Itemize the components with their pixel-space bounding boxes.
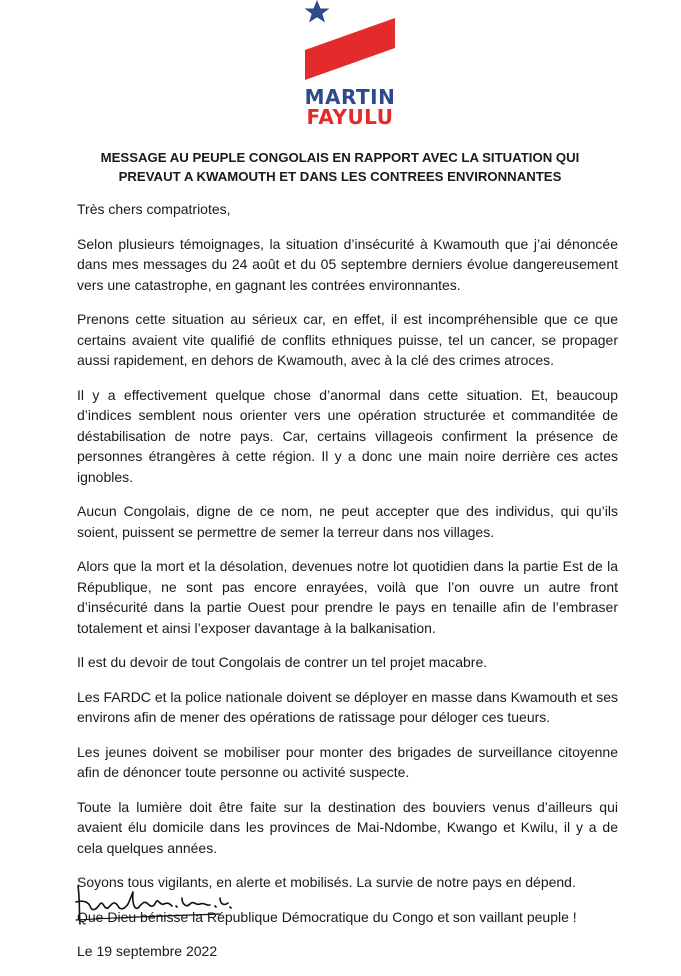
brand-logo	[300, 0, 400, 130]
signature	[70, 880, 240, 930]
paragraph: Que Dieu bénisse la République Démocratique du Congo et son vaillant peuple !	[77, 908, 577, 925]
paragraph: Les FARDC et la police nationale doivent se déployer en masse dans Kwamouth et ses environs afin de mener des opérations de ratissage pour déloger ces tueurs.	[77, 688, 618, 725]
document-title: MESSAGE AU PEUPLE CONGOLAIS EN RAPPORT AVEC LA SITUATION QUI PREVAUT A KWAMOUTH ET DANS LES CONTREES ENVIRONNANTES	[100, 150, 580, 184]
document-date: Le 19 septembre 2022	[77, 943, 218, 959]
paragraph: Il y a effectivement quelque chose d’anormal dans cette situation. Et, beaucoup d’indices semblent nous orienter vers une opération structurée et commanditée de déstabilisation de notre pays. Car, certains villageois confirment la présence de personnes étrangères à cette région. Il y a donc une main noire derrière ces actes ignobles.	[77, 386, 618, 485]
document-body	[77, 199, 618, 976]
logo-name-first: MARTIN	[304, 85, 396, 109]
paragraph: Soyons tous vigilants, en alerte et mobilisés. La survie de notre pays en dépend.	[77, 874, 576, 890]
logo-name-last: FAYULU	[306, 105, 394, 129]
paragraph: Alors que la mort et la désolation, devenues notre lot quotidien dans la partie Est de la République, ne sont pas encore enrayées, voilà que l’on ouvre un autre front d’insécurité dans la partie Ouest pour prendre le pays en tenaille afin de l’embraser totalement et ainsi l’exposer davantage à la balkanisation.	[77, 558, 618, 636]
paragraph: Il est du devoir de tout Congolais de contrer un tel projet macabre.	[77, 654, 488, 670]
paragraph: Aucun Congolais, digne de ce nom, ne peut accepter que des individus, qui qu’ils soient, puissent se permettre de semer la terreur dans nos villages.	[77, 503, 618, 540]
greeting: Très chers compatriotes,	[77, 201, 231, 217]
paragraph: Prenons cette situation au sérieux car, en effet, il est incompréhensible que ce que certains avaient vite qualifié de conflits ethniques puisse, tel un cancer, se propager aussi rapidement, en dehors de Kwamouth, avec à la clé des crimes atroces.	[77, 311, 618, 368]
handwritten-signature-icon	[70, 880, 240, 930]
star-flag-logo-icon	[300, 0, 400, 86]
paragraph: Toute la lumière doit être faite sur la destination des bouviers venus d’ailleurs qui avaient élu domicile dans les provinces de Mai-Ndombe, Kwango et Kwilu, il y a de cela quelques années.	[77, 798, 618, 856]
paragraph: Selon plusieurs témoignages, la situation d’insécurité à Kwamouth que j’ai dénoncée dans mes messages du 24 août et du 05 septembre derniers évolue dangereusement vers une catastrophe, en gagnant les contrées environnantes.	[77, 235, 618, 293]
paragraph: Les jeunes doivent se mobiliser pour monter des brigades de surveillance citoyenne afin de dénoncer toute personne ou activité suspecte.	[77, 743, 618, 780]
